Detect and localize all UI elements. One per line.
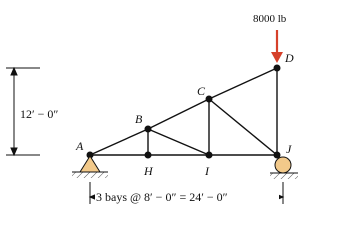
load-arrow — [271, 30, 283, 63]
node-label-D: D — [285, 51, 294, 65]
roller-support-J — [270, 157, 298, 179]
node-label-B: B — [135, 112, 143, 126]
member-CJ — [209, 99, 277, 155]
pin-support-A — [72, 156, 108, 178]
member-AB — [90, 129, 148, 155]
node-label-A: A — [76, 139, 84, 153]
joint-B — [145, 126, 152, 133]
member-CD — [209, 68, 277, 99]
span-dimension-label: 3 bays @ 8′ − 0″ = 24′ − 0″ — [96, 190, 228, 204]
node-label-H: H — [144, 164, 153, 178]
node-label-I: I — [205, 164, 209, 178]
joint-D — [274, 65, 281, 72]
member-BC — [148, 99, 209, 129]
member-BI — [148, 129, 209, 155]
node-label-J: J — [286, 142, 292, 156]
joint-H — [145, 152, 152, 159]
joint-C — [206, 96, 213, 103]
load-label: 8000 lb — [253, 13, 287, 25]
truss-members — [90, 68, 277, 155]
joint-I — [206, 152, 213, 159]
height-dimension-label: 12′ − 0″ — [20, 107, 59, 121]
node-label-C: C — [197, 84, 206, 98]
